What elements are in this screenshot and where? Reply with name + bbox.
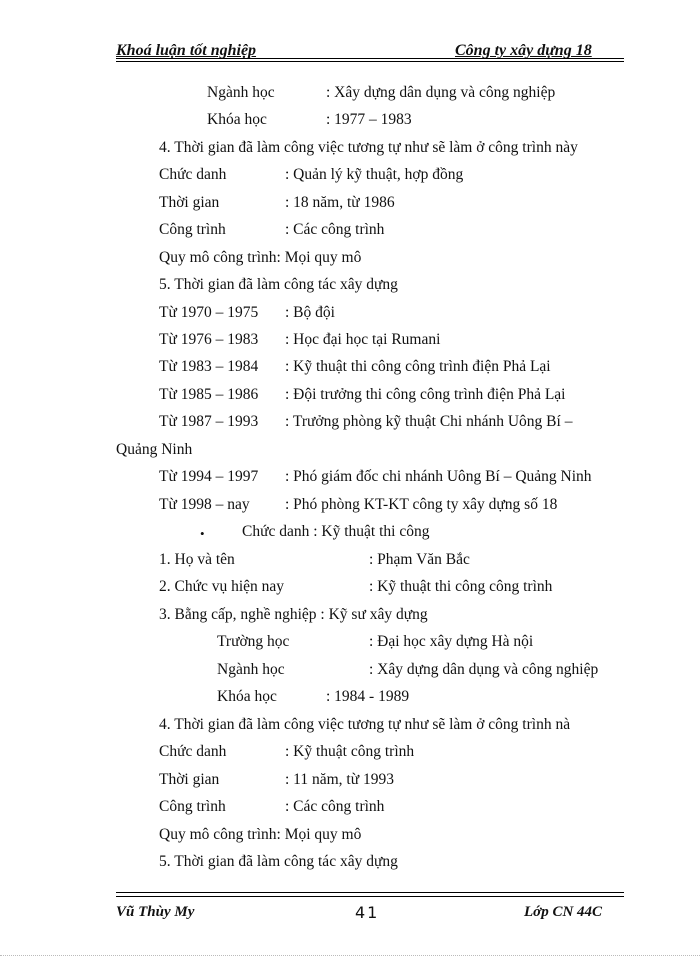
line-label: Từ 1985 – 1986 bbox=[159, 386, 259, 403]
line-value: : Xây dựng dân dụng và công nghiệp bbox=[369, 661, 599, 678]
line-label: Từ 1987 – 1993 bbox=[159, 413, 259, 430]
text-line bbox=[159, 249, 361, 267]
line-value: : Trưởng phòng kỹ thuật Chi nhánh Uông Bí – bbox=[285, 413, 573, 430]
text-line bbox=[159, 853, 398, 871]
header-rule bbox=[116, 58, 624, 59]
line-value: : 11 năm, từ 1993 bbox=[285, 771, 394, 788]
line-label: 5. Thời gian đã làm công tác xây dựng bbox=[159, 276, 398, 293]
text-line bbox=[159, 606, 428, 624]
line-value: : Phạm Văn Bắc bbox=[369, 551, 470, 568]
text-line bbox=[207, 84, 275, 102]
line-value: : 1984 - 1989 bbox=[326, 688, 410, 705]
text-line bbox=[159, 468, 258, 486]
header-right-title: Công ty xây dựng 18 bbox=[455, 42, 592, 59]
page-number: 41 bbox=[355, 903, 380, 922]
text-line bbox=[159, 551, 235, 569]
line-label: Từ 1983 – 1984 bbox=[159, 358, 259, 375]
text-line bbox=[116, 441, 192, 459]
line-value: : 1977 – 1983 bbox=[326, 111, 412, 128]
line-value: : Phó giám đốc chi nhánh Uông Bí – Quảng Ninh bbox=[285, 468, 592, 485]
text-line bbox=[159, 716, 570, 734]
line-label: Thời gian bbox=[159, 771, 220, 788]
text-line bbox=[159, 826, 361, 844]
line-value: : Kỹ thuật thi công công trình bbox=[369, 578, 553, 595]
footer-rule bbox=[116, 892, 624, 893]
line-label: Quy mô công trình: Mọi quy mô bbox=[159, 826, 362, 843]
text-line bbox=[159, 221, 226, 239]
text-line bbox=[159, 743, 226, 761]
text-line bbox=[159, 276, 398, 294]
line-value: : Các công trình bbox=[285, 221, 385, 238]
line-label: Ngành học bbox=[207, 84, 275, 101]
line-value: : Các công trình bbox=[285, 798, 385, 815]
line-label: Từ 1994 – 1997 bbox=[159, 468, 259, 485]
line-value: : Xây dựng dân dụng và công nghiệp bbox=[326, 84, 556, 101]
text-line bbox=[217, 661, 285, 679]
line-label: 4. Thời gian đã làm công việc tương tự như sẽ làm ở công trình nà bbox=[159, 716, 571, 733]
line-label: Ngành học bbox=[217, 661, 285, 678]
text-line bbox=[159, 304, 258, 322]
line-value: : Quản lý kỹ thuật, hợp đồng bbox=[285, 166, 464, 183]
line-label: Quảng Ninh bbox=[116, 441, 193, 458]
page-edge-divider bbox=[0, 955, 700, 956]
line-label: Khóa học bbox=[217, 688, 277, 705]
line-value: : Đội trưởng thi công công trình điện Phả Lại bbox=[285, 386, 566, 403]
line-label: Công trình bbox=[159, 221, 226, 238]
line-value: : Học đại học tại Rumani bbox=[285, 331, 441, 348]
line-label: Thời gian bbox=[159, 194, 220, 211]
text-line bbox=[159, 331, 258, 349]
text-line bbox=[159, 386, 258, 404]
line-label: Từ 1976 – 1983 bbox=[159, 331, 259, 348]
line-value: : Kỹ thuật công trình bbox=[285, 743, 415, 760]
line-label: 3. Bằng cấp, nghề nghiệp : Kỹ sư xây dựng bbox=[159, 606, 428, 623]
header-rule-double bbox=[116, 61, 624, 62]
text-line bbox=[159, 771, 219, 789]
footer-class: Lớp CN 44C bbox=[524, 904, 603, 920]
line-label: Từ 1998 – nay bbox=[159, 496, 250, 513]
text-line bbox=[159, 166, 226, 184]
text-line bbox=[159, 358, 258, 376]
header-left-title: Khoá luận tốt nghiệp bbox=[116, 42, 257, 59]
text-line bbox=[207, 111, 267, 129]
footer-rule-double bbox=[116, 896, 624, 897]
line-label: 5. Thời gian đã làm công tác xây dựng bbox=[159, 853, 398, 870]
line-label: 1. Họ và tên bbox=[159, 551, 235, 568]
text-line bbox=[217, 633, 289, 651]
text-line bbox=[242, 523, 429, 541]
text-line bbox=[159, 413, 258, 431]
text-line bbox=[159, 194, 219, 212]
line-value: : Đại học xây dựng Hà nội bbox=[369, 633, 534, 650]
line-value: : Phó phòng KT-KT công ty xây dựng số 18 bbox=[285, 496, 558, 513]
footer-author: Vũ Thùy My bbox=[116, 904, 195, 920]
text-line bbox=[159, 578, 284, 596]
line-value: : Kỹ thuật thi công công trình điện Phả Lại bbox=[285, 358, 551, 375]
line-label: Chức danh bbox=[159, 166, 227, 183]
text-line bbox=[217, 688, 277, 706]
line-label: Quy mô công trình: Mọi quy mô bbox=[159, 249, 362, 266]
line-label: 2. Chức vụ hiện nay bbox=[159, 578, 285, 595]
text-line bbox=[159, 139, 578, 157]
line-label: Chức danh : Kỹ thuật thi công bbox=[242, 523, 430, 540]
line-label: 4. Thời gian đã làm công việc tương tự như sẽ làm ở công trình này bbox=[159, 139, 578, 156]
bullet-icon: • bbox=[200, 526, 205, 541]
line-label: Từ 1970 – 1975 bbox=[159, 304, 259, 321]
line-value: : 18 năm, từ 1986 bbox=[285, 194, 395, 211]
line-label: Chức danh bbox=[159, 743, 227, 760]
line-label: Công trình bbox=[159, 798, 226, 815]
text-line bbox=[159, 798, 226, 816]
line-label: Trường học bbox=[217, 633, 290, 650]
line-value: : Bộ đội bbox=[285, 304, 335, 321]
text-line bbox=[159, 496, 250, 514]
line-label: Khóa học bbox=[207, 111, 267, 128]
